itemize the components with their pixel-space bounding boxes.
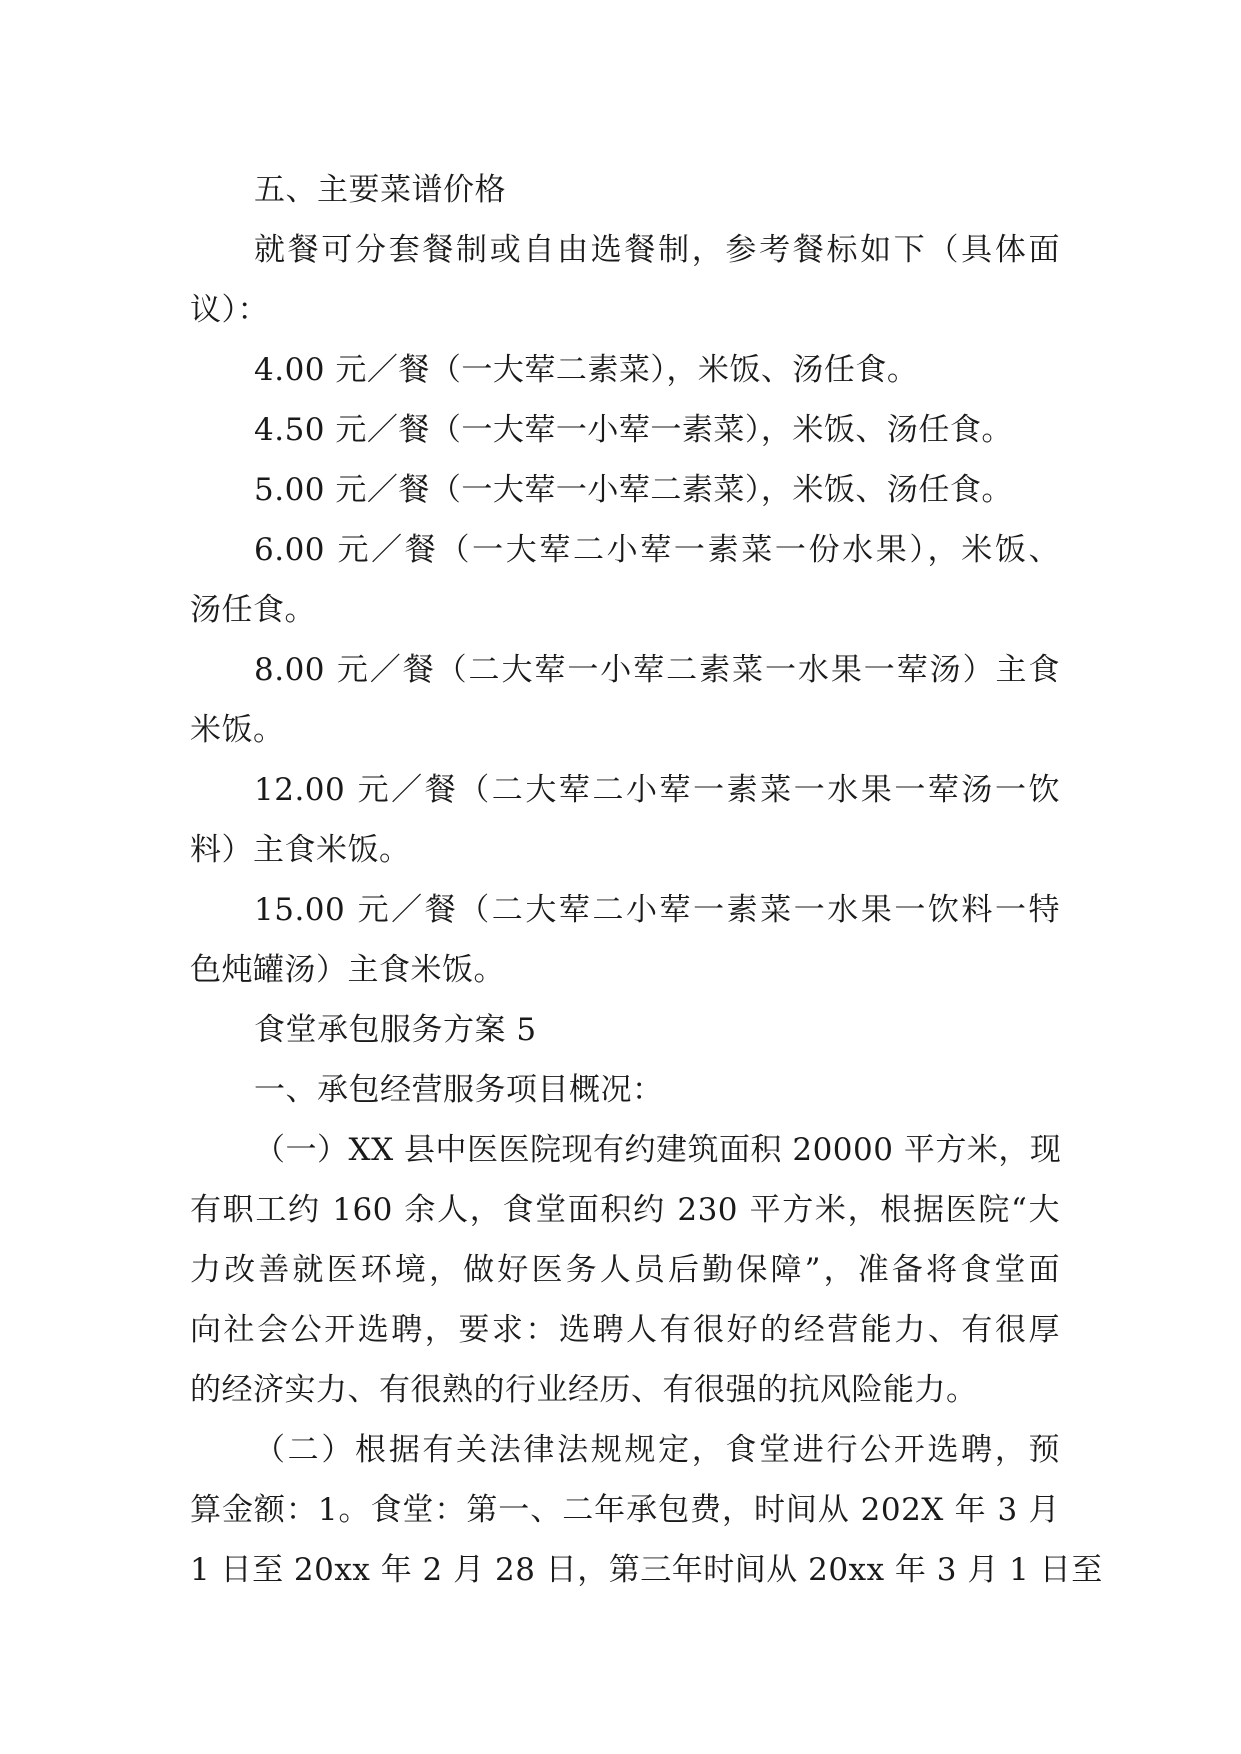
text-line: 食堂承包服务方案 5 <box>254 1012 537 1048</box>
text-line: 一、承包经营服务项目概况： <box>254 1072 664 1108</box>
document-page <box>190 160 1103 1600</box>
text-line: 6.00 元／餐（一大荤二小荤一素菜一份水果），米饭、 <box>254 532 1060 568</box>
text-line: 力改善就医环境，做好医务人员后勤保障”，准备将食堂面 <box>190 1252 1060 1288</box>
text-line: 五、主要菜谱价格 <box>254 172 506 208</box>
text-line: 有职工约 160 余人，食堂面积约 230 平方米，根据医院“大 <box>190 1192 1060 1228</box>
text-line: 米饭。 <box>190 712 285 748</box>
text-line: （二）根据有关法律法规规定，食堂进行公开选聘，预 <box>254 1432 1060 1468</box>
text-line: 算金额：1。食堂：第一、二年承包费，时间从 202X 年 3 月 <box>190 1492 1060 1528</box>
text-line: 议）： <box>190 292 269 328</box>
text-line: 15.00 元／餐（二大荤二小荤一素菜一水果一饮料一特 <box>254 892 1060 928</box>
text-line: 汤任食。 <box>190 592 316 628</box>
text-line: 1 日至 20xx 年 2 月 28 日，第三年时间从 20xx 年 3 月 1 日至 <box>190 1552 1103 1588</box>
text-line: （一）XX 县中医医院现有约建筑面积 20000 平方米，现 <box>254 1132 1062 1168</box>
text-line: 12.00 元／餐（二大荤二小荤一素菜一水果一荤汤一饮 <box>254 772 1060 808</box>
text-line: 色炖罐汤）主食米饭。 <box>190 952 505 988</box>
text-line: 4.50 元／餐（一大荤一小荤一素菜），米饭、汤任食。 <box>254 412 1013 448</box>
text-line: 料）主食米饭。 <box>190 832 411 868</box>
text-line: 5.00 元／餐（一大荤一小荤二素菜），米饭、汤任食。 <box>254 472 1013 508</box>
text-line: 就餐可分套餐制或自由选餐制，参考餐标如下（具体面 <box>254 232 1060 268</box>
text-line: 向社会公开选聘，要求：选聘人有很好的经营能力、有很厚 <box>190 1312 1060 1348</box>
text-line: 4.00 元／餐（一大荤二素菜），米饭、汤任食。 <box>254 352 919 388</box>
text-line: 的经济实力、有很熟的行业经历、有很强的抗风险能力。 <box>190 1372 978 1408</box>
text-line: 8.00 元／餐（二大荤一小荤二素菜一水果一荤汤）主食 <box>254 652 1060 688</box>
